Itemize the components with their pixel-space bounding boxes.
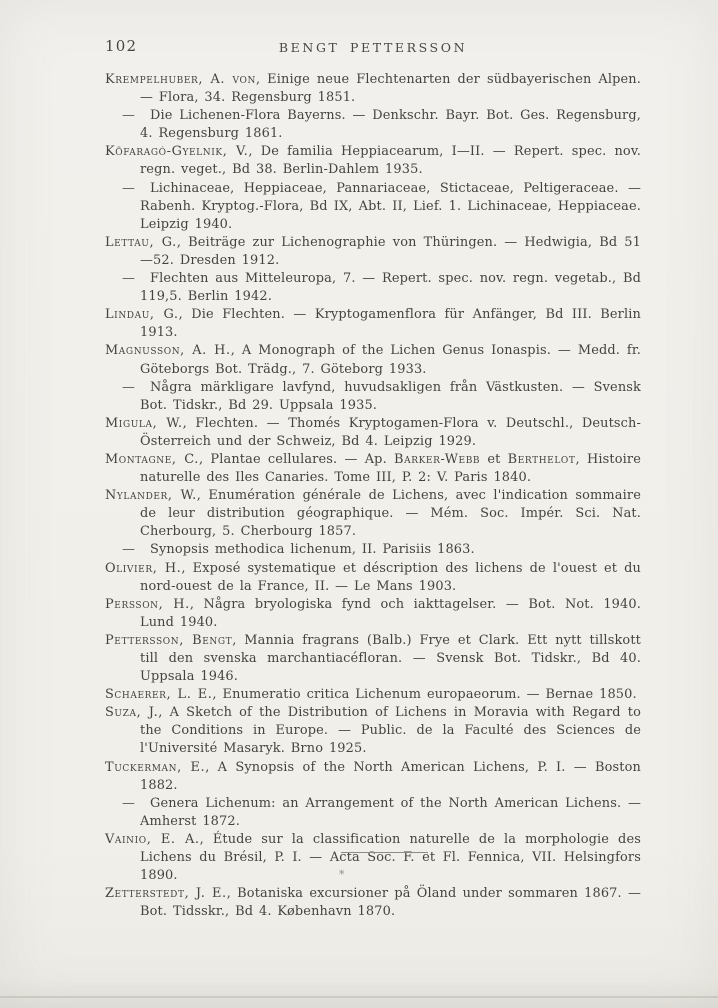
bibliography-entry <box>105 541 641 559</box>
section-divider-rule <box>341 852 428 853</box>
bibliography-entry <box>105 885 641 921</box>
entry-text: , Beiträge zur Lichenographie von Thüringen. — Hedwigia, Bd 51—52. Dresden 1912. <box>140 234 641 268</box>
author-name: Migula, W. <box>105 415 183 431</box>
author-name: Lettau, G. <box>105 234 177 250</box>
same-author-dash: — <box>122 542 136 558</box>
page-header <box>105 37 641 57</box>
author-name: Suza, J. <box>105 705 159 721</box>
entry-text: Lichinaceae, Heppiaceae, Pannariaceae, Stictaceae, Peltigeraceae. — Rabenh. Kryptog.-Flora, Bd IX, Abt. II, Lief. 1. Lichinaceae, Heppiaceae. Leipzig 1940. <box>140 180 641 232</box>
footnote-asterisk: * <box>339 868 345 881</box>
page-number: 102 <box>105 37 138 55</box>
bibliography-entry <box>105 795 641 831</box>
bibliography-entry <box>105 596 641 632</box>
entry-text: , A Monograph of the Lichen Genus Ionaspis. — Medd. fr. Göteborgs Bot. Trädg., 7. Göteborg 1933. <box>140 343 641 377</box>
entry-text: et <box>480 451 508 467</box>
bibliography-entry <box>105 342 641 378</box>
bibliography-entry <box>105 632 641 686</box>
same-author-dash: — <box>122 795 136 811</box>
author-name: Köfaragó-Gyelnik, V. <box>105 144 249 160</box>
scan-edge-artifact <box>0 996 718 998</box>
author-name: Magnusson, A. H. <box>105 343 231 359</box>
author-name: Persson, H. <box>105 596 190 612</box>
author-name: Krempelhuber, A. von <box>105 72 256 87</box>
entry-text: , Flechten. — Thomés Kryptogamen-Flora v. Deutschl., Deutsch-Österreich und der Schweiz, Bd 4. Leipzig 1929. <box>140 415 641 449</box>
same-author-dash: — <box>122 271 136 287</box>
bibliography-entry <box>105 704 641 758</box>
entry-text: , Mannia fragrans (Balb.) Frye et Clark. Ett nytt tillskott till den svenska marchantiacéfloran. — Svensk Bot. Tidskr., Bd 40. Uppsala 1946. <box>140 632 641 685</box>
bibliography-entry <box>105 451 641 487</box>
running-header: BENGT PETTERSSON <box>278 40 468 55</box>
bibliography-entry <box>105 270 641 306</box>
bibliography-entry <box>105 831 641 885</box>
entry-text: , Enumeratio critica Lichenum europaeorum. — Bernae 1850. <box>212 687 637 703</box>
author-name: Olivier, H. <box>105 560 182 576</box>
entry-text: , A Sketch of the Distribution of Lichens in Moravia with Regard to the Conditions in Europe. — Public. de la Faculté des Sciences de l'Université Masaryk. Brno 1925. <box>140 705 641 757</box>
entry-text: Die Lichenen-Flora Bayerns. — Denkschr. Bayr. Bot. Ges. Regensburg, 4. Regensburg 1861. <box>140 108 641 142</box>
bibliography-entry <box>105 107 641 143</box>
bibliography-entry <box>105 415 641 451</box>
author-name: Barker-Webb <box>394 451 481 467</box>
bibliography-entry <box>105 379 641 415</box>
bibliography-entry <box>105 759 641 795</box>
author-name: Tuckerman, E. <box>105 759 206 775</box>
bibliography-entry <box>105 143 641 179</box>
bibliography-entry <box>105 686 641 704</box>
entry-text: , Histoire naturelle des Iles Canaries. Tome III, P. 2: V. Paris 1840. <box>140 451 641 486</box>
bibliography-list <box>105 71 641 921</box>
bibliography-entry <box>105 306 641 342</box>
entry-text: , Plantae cellulares. — Ap. <box>198 451 395 467</box>
same-author-dash: — <box>122 180 136 196</box>
entry-text: Flechten aus Mitteleuropa, 7. — Repert. spec. nov. regn. vegetab., Bd 119,5. Berlin 1942. <box>140 271 641 305</box>
author-name: Nylander, W. <box>105 488 197 504</box>
author-name: Montagne, C. <box>105 451 199 467</box>
author-name: Schaerer, L. E. <box>105 687 213 703</box>
author-name: Berthelot <box>507 451 576 467</box>
author-name: Lindau, G. <box>105 307 179 323</box>
entry-text: Synopsis methodica lichenum, II. Parisiis 1863. <box>150 542 475 558</box>
same-author-dash: — <box>122 379 136 395</box>
entry-text: , De familia Heppiacearum, I—II. — Repert. spec. nov. regn. veget., Bd 38. Berlin-Dahlem 1935. <box>140 144 641 178</box>
author-name: Pettersson, Bengt <box>105 632 233 648</box>
same-author-dash: — <box>122 108 136 124</box>
entry-text: , Étude sur la classification naturelle de la morphologie des Lichens du Brésil, P. I. — Acta Soc. F. et Fl. Fennica, VII. Helsingfors 1890. <box>140 831 641 884</box>
entry-text: , Exposé systematique et déscription des lichens de l'ouest et du nord-ouest de la France, II. — Le Mans 1903. <box>140 560 641 594</box>
bibliography-entry <box>105 71 641 107</box>
author-name: Vainio, E. A. <box>105 831 200 847</box>
bibliography-entry <box>105 180 641 234</box>
entry-text: , Die Flechten. — Kryptogamenflora für Anfänger, Bd III. Berlin 1913. <box>140 307 641 341</box>
author-name: Zetterstedt, J. E. <box>105 886 227 902</box>
entry-text: Några märkligare lavfynd, huvudsakligen från Västkusten. — Svensk Bot. Tidskr., Bd 29. Uppsala 1935. <box>140 379 641 413</box>
bibliography-entry <box>105 234 641 270</box>
entry-text: , Några bryologiska fynd och iakttagelser. — Bot. Not. 1940. Lund 1940. <box>140 596 641 630</box>
bibliography-entry <box>105 487 641 541</box>
entry-text: , Botaniska excursioner på Öland under sommaren 1867. — Bot. Tidsskr., Bd 4. København 1870. <box>140 886 641 920</box>
entry-text: , Einige neue Flechtenarten der südbayerischen Alpen. — Flora, 34. Regensburg 1851. <box>140 72 642 106</box>
entry-text: , A Synopsis of the North American Lichens, P. I. — Boston 1882. <box>140 759 641 793</box>
entry-text: , Enumération générale de Lichens, avec l'indication sommaire de leur distribution géographique. — Mém. Soc. Impér. Sci. Nat. Cherbourg, 5. Cherbourg 1857. <box>140 488 641 540</box>
bibliography-entry <box>105 560 641 596</box>
entry-text: Genera Lichenum: an Arrangement of the North American Lichens. — Amherst 1872. <box>140 795 641 829</box>
